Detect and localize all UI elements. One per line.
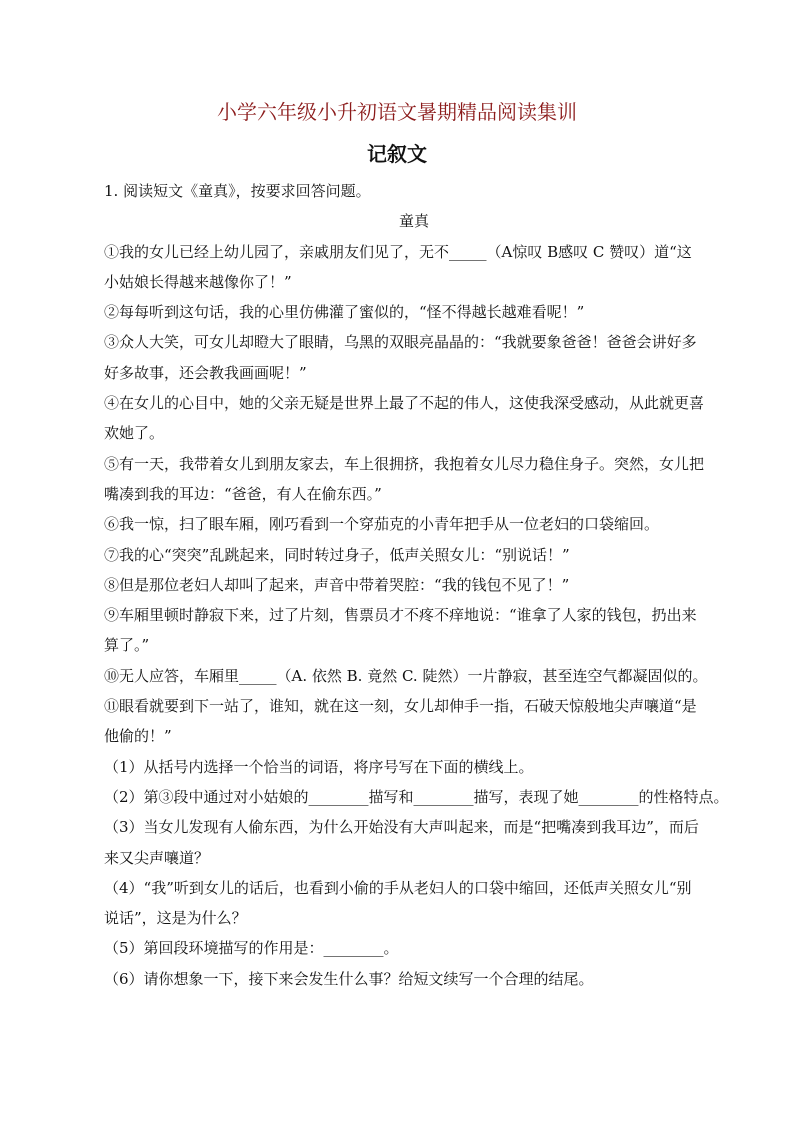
document-body	[104, 176, 729, 994]
question-line: （1）从括号内选择一个恰当的词语，将序号写在下面的横线上。	[104, 757, 534, 776]
question-line: （4）“我”听到女儿的话后，也看到小偷的手从老妇人的口袋中缩回，还低声关照女儿“别	[104, 878, 692, 897]
passage-line: 嘴凑到我的耳边：“爸爸，有人在偷东西。”	[104, 484, 382, 503]
passage-title: 童真	[398, 212, 429, 231]
passage-line: 好多故事，还会教我画画呢！”	[104, 363, 307, 382]
question-line: （5）第回段环境描写的作用是：________。	[104, 939, 399, 958]
passage-line: ⑥我一惊，扫了眼车厢，刚巧看到一个穿茄克的小青年把手从一位老妇的口袋缩回。	[104, 515, 660, 534]
passage-line: 小姑娘长得越来越像你了！”	[104, 272, 292, 291]
passage-line: ⑨车厢里顿时静寂下来，过了片刻，售票员才不疼不痒地说：“谁拿了人家的钱包，扔出来	[104, 606, 697, 625]
document-title: 小学六年级小升初语文暑期精品阅读集训	[217, 100, 577, 124]
passage-line: ⑧但是那位老妇人却叫了起来，声音中带着哭腔：“我的钱包不见了！”	[104, 575, 570, 594]
question-line: （2）第③段中通过对小姑娘的________描写和________描写，表现了她________的性格特点。	[104, 787, 729, 806]
passage-line: ④在女儿的心目中，她的父亲无疑是世界上最了不起的伟人，这使我深受感动，从此就更喜	[104, 394, 705, 413]
passage-line: ⑤有一天，我带着女儿到朋友家去，车上很拥挤，我抱着女儿尽力稳住身子。突然，女儿把	[104, 454, 705, 473]
passage-line: ⑦我的心“突突”乱跳起来，同时转过身子，低声关照女儿：“别说话！”	[104, 545, 570, 564]
question-line: 说话”，这是为什么？	[104, 909, 247, 928]
question-line: （6）请你想象一下，接下来会发生什么事？给短文续写一个合理的结尾。	[104, 969, 594, 988]
question-intro: 1. 阅读短文《童真》，按要求回答问题。	[104, 182, 371, 200]
passage-line: 算了。”	[104, 636, 150, 655]
passage-line: ⑪眼看就要到下一站了，谁知，就在这一刻，女儿却伸手一指，石破天惊般地尖声嚷道“是	[104, 697, 697, 716]
passage-line: ⑩无人应答，车厢里_____（A. 依然 B. 竟然 C. 陡然）一片静寂，甚至连空气都凝固似的。	[104, 666, 708, 685]
question-line: （3）当女儿发现有人偷东西，为什么开始没有大声叫起来，而是“把嘴凑到我耳边”，而后	[104, 818, 699, 837]
passage-line: ③众人大笑，可女儿却瞪大了眼睛，乌黑的双眼亮晶晶的：“我就要象爸爸！爸爸会讲好多	[104, 333, 697, 352]
document-subtitle: 记叙文	[367, 142, 427, 166]
passage-line: ②每每听到这句话，我的心里仿佛灌了蜜似的，“怪不得越长越难看呢！”	[104, 303, 585, 322]
question-line: 来又尖声嚷道？	[104, 848, 210, 867]
passage-line: ①我的女儿已经上幼儿园了，亲戚朋友们见了，无不_____（A惊叹 B感叹 C 赞叹）道“这	[104, 242, 692, 261]
passage-line: 欢她了。	[104, 424, 165, 443]
passage-line: 他偷的！”	[104, 727, 172, 746]
